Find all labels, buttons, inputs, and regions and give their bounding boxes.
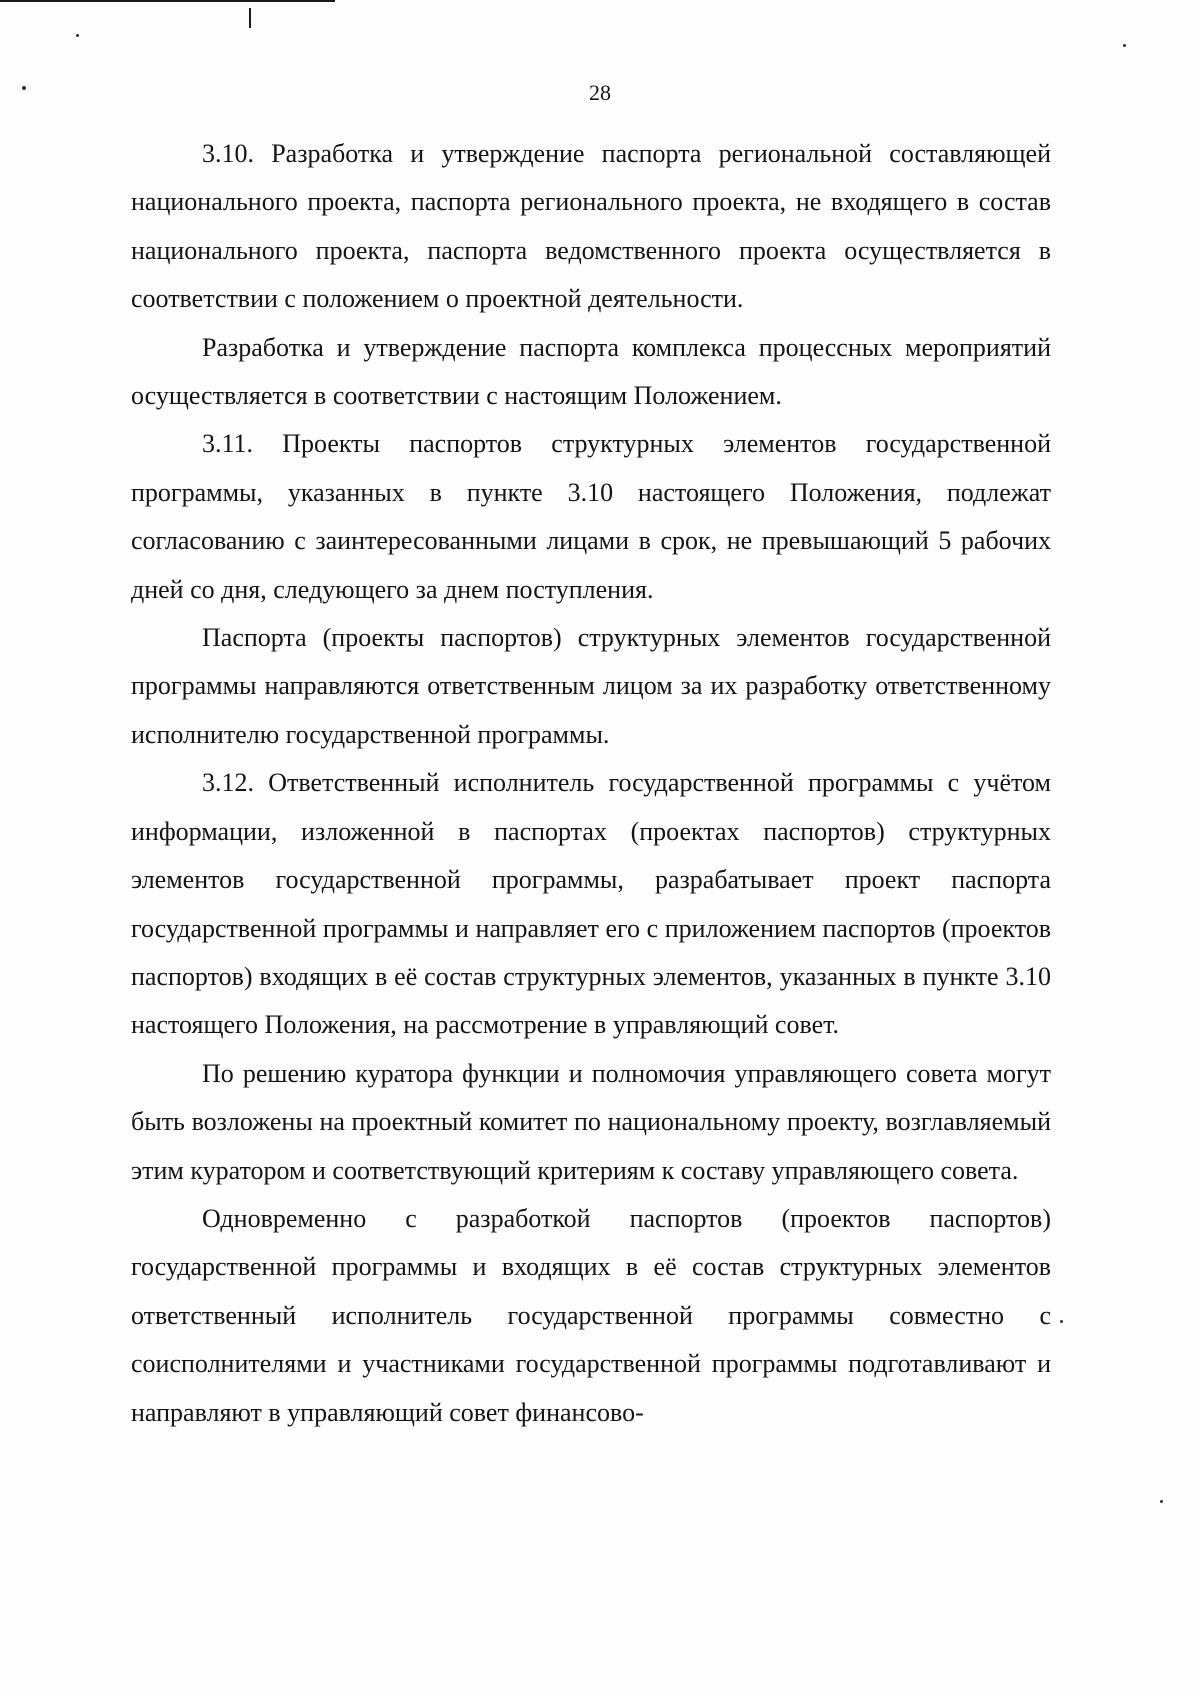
paragraph-curator-decision: По решению куратора функции и полномочия управляющего совета могут быть возложены на проектный комитет по национальному проекту, возглавляемый этим куратором и соответствующий критериям к составу управляющего совета. xyxy=(131,1058,1051,1185)
body-text xyxy=(131,130,1051,1437)
page-number: 28 xyxy=(589,80,611,105)
scan-speck xyxy=(1123,44,1126,47)
scan-edge-line xyxy=(0,0,335,2)
paragraph-process-measures: Разработка и утверждение паспорта комплекса процессных мероприятий осуществляется в соответствии с настоящим Положением. xyxy=(131,332,1051,411)
paragraph-passports-sent: Паспорта (проекты паспортов) структурных элементов государственной программы направляются ответственным лицом за их разработку ответственному исполнителю государственной программы. xyxy=(131,623,1051,749)
scan-speck xyxy=(1060,1320,1063,1323)
paragraph-simultaneously: Одновременно с разработкой паспортов (проектов паспортов) государственной программы и входящих в её состав структурных элементов ответственный исполнитель государственной программы совместно с соисполнителями и участниками государственной программы подготавливают и направляют в управляющий совет финансово- xyxy=(131,1203,1051,1427)
scan-speck xyxy=(76,34,79,37)
paragraph-3-10: 3.10. Разработка и утверждение паспорта региональной составляющей национального проекта, паспорта регионального проекта, не входящего в состав национального проекта, паспорта ведомственного проекта осуществляется в соответствии с положением о проектной деятельности. xyxy=(131,139,1051,314)
scan-tick-mark xyxy=(249,8,251,28)
paragraph-3-12: 3.12. Ответственный исполнитель государственной программы с учётом информации, изложенной в паспортах (проектах паспортов) структурных элементов государственной программы, разрабатывает проект паспорта государственной программы и направляет его с приложением паспортов (проектов паспортов) входящих в её состав структурных элементов, указанных в пункте 3.10 настоящего Положения, на рассмотрение в управляющий совет. xyxy=(131,768,1051,1040)
paragraph-3-11: 3.11. Проекты паспортов структурных элементов государственной программы, указанных в пункте 3.10 настоящего Положения, подлежат согласованию с заинтересованными лицами в срок, не превышающий 5 рабочих дней со дня, следующего за днем поступления. xyxy=(131,429,1051,604)
scan-speck xyxy=(1160,1500,1163,1503)
